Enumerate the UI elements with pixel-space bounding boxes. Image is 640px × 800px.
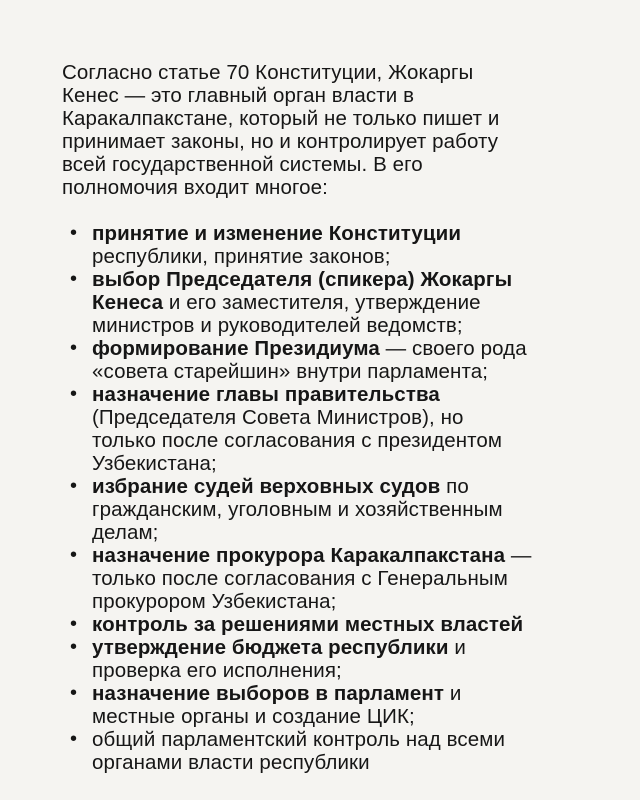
bullet-icon: • (70, 682, 78, 704)
list-item-line (92, 567, 600, 590)
bullet-icon: • (70, 383, 78, 405)
list-item-line (92, 521, 600, 544)
list-item-text: и (444, 682, 462, 705)
list-item-text: общий парламентский контроль над всеми (92, 728, 505, 751)
bullet-icon: • (70, 613, 78, 635)
list-item-line (92, 590, 600, 613)
bullet-icon: • (70, 475, 78, 497)
powers-list (62, 222, 600, 774)
bold-term: выбор Председателя (спикера) Жокаргы (92, 268, 513, 291)
bold-term: назначение главы правительства (92, 383, 440, 406)
list-item-text: делам; (92, 521, 159, 544)
list-item-line (92, 452, 600, 475)
bold-term: Кенеса (92, 291, 164, 314)
list-item (62, 475, 600, 544)
list-item-line (92, 682, 600, 705)
list-item-text: только после согласования с Генеральным (92, 567, 508, 590)
list-item-line (92, 383, 600, 406)
bullet-icon: • (70, 544, 78, 566)
list-item-text: прокурором Узбекистана; (92, 590, 337, 613)
list-item-line (92, 429, 600, 452)
list-item-line (92, 728, 600, 751)
list-item-line (92, 705, 600, 728)
list-item-line (92, 544, 600, 567)
list-item-line (92, 498, 600, 521)
list-item-text: гражданским, уголовным и хозяйственным (92, 498, 503, 521)
list-item-line (92, 268, 600, 291)
list-item-text: проверка его исполнения; (92, 659, 342, 682)
bold-term: утверждение бюджета республики (92, 636, 449, 659)
list-item-text: органами власти республики (92, 751, 370, 774)
list-item-text: Узбекистана; (92, 452, 217, 475)
list-item-line (92, 314, 600, 337)
list-item-text: «совета старейшин» внутри парламента; (92, 360, 489, 383)
list-item-text: министров и руководителей ведомств; (92, 314, 463, 337)
list-item (62, 544, 600, 613)
list-item (62, 682, 600, 728)
list-item-line (92, 475, 600, 498)
list-item-line (92, 337, 600, 360)
list-item (62, 728, 600, 774)
bullet-icon: • (70, 268, 78, 290)
list-item (62, 268, 600, 337)
list-item-text: — своего рода (379, 337, 527, 360)
bold-term: принятие и изменение Конституции (92, 222, 462, 245)
list-item (62, 636, 600, 682)
list-item-text: местные органы и создание ЦИК; (92, 705, 415, 728)
list-item (62, 337, 600, 383)
bullet-icon: • (70, 337, 78, 359)
bullet-icon: • (70, 222, 78, 244)
list-item-text: республики, принятие законов; (92, 245, 391, 268)
list-item-line (92, 659, 600, 682)
bullet-icon: • (70, 728, 78, 750)
list-item (62, 383, 600, 475)
list-item-line (92, 636, 600, 659)
list-item-text: и (448, 636, 466, 659)
list-item-line (92, 751, 600, 774)
list-item-line (92, 613, 600, 636)
list-item-line (92, 245, 600, 268)
list-item-text: только после согласования с президентом (92, 429, 503, 452)
list-item-text: по (440, 475, 469, 498)
list-item-line (92, 406, 600, 429)
intro-paragraph: Согласно статье 70 Конституции, Жокаргы Кенес — это главный орган власти в Каракалпакстане, который не только пишет и принимает законы, но и контролирует работу всей государственной системы. В его полномочия входит многое: (62, 61, 500, 199)
list-item (62, 613, 600, 636)
list-item-text: и его заместителя, утверждение (163, 291, 481, 314)
bold-term: формирование Президиума (92, 337, 380, 360)
list-item-line (92, 291, 600, 314)
list-item (62, 222, 600, 268)
bold-term: назначение прокурора Каракалпакстана (92, 544, 506, 567)
bold-term: назначение выборов в парламент (92, 682, 445, 705)
list-item-text: (Председателя Совета Министров), но (92, 406, 464, 429)
list-item-line (92, 222, 600, 245)
list-item-line (92, 360, 600, 383)
bullet-icon: • (70, 636, 78, 658)
bold-term: контроль за решениями местных властей (92, 613, 524, 636)
bold-term: избрание судей верховных судов (92, 475, 441, 498)
list-item-text: — (505, 544, 532, 567)
